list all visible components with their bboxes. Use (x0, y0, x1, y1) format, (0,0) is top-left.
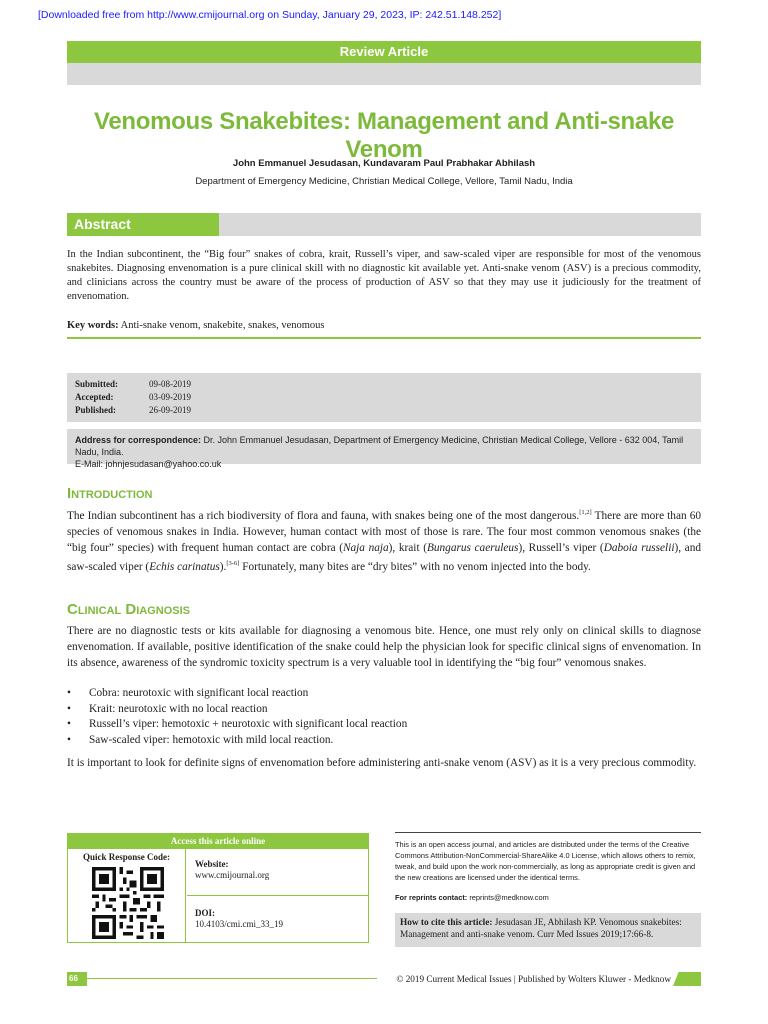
keywords-label: Key words: (67, 320, 119, 331)
doi-link[interactable]: 10.4103/cmi.cmi_33_19 (195, 919, 283, 929)
date-value: 26-09-2019 (149, 405, 191, 415)
date-label: Accepted: (75, 392, 114, 402)
download-note[interactable]: [Downloaded free from http://www.cmijournal.org on Sunday, January 29, 2023, IP: 242.51.148.252] (38, 9, 502, 21)
date-row-accepted (75, 391, 693, 404)
affiliation: Department of Emergency Medicine, Christian Medical College, Vellore, Tamil Nadu, India (195, 176, 573, 187)
page-footer (67, 972, 701, 986)
list-item: • Russell’s viper: hemotoxic + neurotoxic with significant local reaction (67, 717, 701, 733)
website-link[interactable]: www.cmijournal.org (195, 870, 270, 880)
date-label: Submitted: (75, 379, 119, 389)
abstract-text: In the Indian subcontinent, the “Big four” snakes of cobra, krait, Russell’s viper, and saw-scaled viper are responsible for most of the venomous snakebites. Diagnosing envenomation is a pure clinical skill with no diagnostic kit available yet. Anti-snake venom (ASV) is a precious commodity, and clinicians across the country must be aware of the process of production of ASV so that they may use it judiciously for the treatment of envenomation. (67, 249, 701, 302)
date-label: Published: (75, 405, 117, 415)
qr-label: Quick Response Code: (82, 852, 170, 862)
list-item: • Saw-scaled viper: hemotoxic with mild local reaction. (67, 733, 701, 749)
header-grey-bar (67, 63, 701, 85)
page-number: 66 (67, 972, 87, 986)
footer-copyright: © 2019 Current Medical Issues | Published by Wolters Kluwer - Medknow (396, 974, 671, 984)
access-heading: Access this article online (68, 834, 368, 849)
cite-label: How to cite this article: (400, 918, 493, 928)
snake-toxicity-list (67, 686, 701, 748)
cite-text: Jesudasan JE, Abhilash KP. Venomous snakebites: Management and anti-snake venom. Curr Med Issues 2019;17:66-8. (400, 918, 682, 940)
correspondence-email[interactable]: E-Mail: johnjesudasan@yahoo.co.uk (75, 459, 222, 469)
access-online-box (67, 833, 369, 943)
list-item: • Cobra: neurotoxic with significant local reaction (67, 686, 701, 702)
footer-rule (87, 978, 377, 979)
correspondence-address: Dr. John Emmanuel Jesudasan, Department of Emergency Medicine, Christian Medical College, Vellore - 632 004, Tamil Nadu, India. (75, 435, 684, 457)
reprints-contact (395, 893, 549, 902)
date-row-submitted (75, 378, 693, 391)
date-row-published (75, 404, 693, 417)
clinical-paragraph-2: It is important to look for definite signs of envenomation before administering anti-snake venom (ASV) as it is a very precious commodity. (67, 757, 697, 769)
citation-ref[interactable]: [3-6] (226, 559, 240, 567)
abstract-divider (67, 337, 701, 339)
reprints-label: For reprints contact: (395, 893, 468, 902)
keywords (67, 320, 701, 331)
section-heading-introduction: Introduction (67, 485, 153, 502)
keywords-value: Anti-snake venom, snakebite, snakes, venomous (120, 320, 325, 331)
correspondence-label: Address for correspondence: (75, 435, 202, 445)
date-value: 03-09-2019 (149, 392, 191, 402)
doi-cell (187, 896, 368, 943)
website-cell (187, 849, 368, 896)
dates-box (67, 373, 701, 422)
date-value: 09-08-2019 (149, 379, 191, 389)
section-heading-clinical-diagnosis: Clinical Diagnosis (67, 601, 191, 618)
website-label: Website: (195, 859, 229, 869)
license-statement: This is an open access journal, and articles are distributed under the terms of the Creative Commons Attribution-NonCommercial-ShareAlike 4.0 License, which allows others to remix, tweak, and build upon the work non-commercially, as long as appropriate credit is given and the new creations are licensed under the identical terms. (395, 832, 701, 883)
reprints-email[interactable]: reprints@medknow.com (469, 893, 549, 902)
qr-cell (68, 849, 186, 943)
correspondence-box (67, 429, 701, 469)
qr-code-icon[interactable] (92, 867, 164, 939)
abstract-heading-bar (219, 213, 701, 236)
citation-box (395, 913, 701, 947)
author-list: John Emmanuel Jesudasan, Kundavaram Paul Prabhakar Abhilash (232, 158, 536, 169)
article-title: Venomous Snakebites: Management and Anti-snake Venom (93, 108, 675, 163)
list-item: • Krait: neurotoxic with no local reaction (67, 702, 701, 718)
article-type-banner: Review Article (67, 41, 701, 63)
citation-ref[interactable]: [1,2] (579, 509, 592, 516)
abstract-heading: Abstract (67, 213, 219, 236)
doi-label: DOI: (195, 908, 215, 918)
clinical-paragraph-1: There are no diagnostic tests or kits available for diagnosing a venomous bite. Hence, one must rely only on clinical skills to diagnose envenomation. If available, positive identification of the snake could help the physician look for specific clinical signs of envenomation. In its absence, awareness of the syndromic toxicity spectrum is a very valuable tool in identifying the “big four” venomous snakes. (67, 625, 701, 669)
introduction-paragraph: The Indian subcontinent has a rich biodiversity of flora and fauna, with snakes being one of the most dangerous.[1,2] There are more than 60 species of venomous snakes in India. However, human contact with most of those is rare. The four most common venomous snakes (the “big four” species) with frequent human contact are cobra (Naja naja), krait (Bungarus caeruleus), Russell’s viper (Daboia russelii), and saw-scaled viper (Echis carinatus).[3-6] Fortunately, many bites are “dry bites” with no venom injected into the body. (67, 509, 701, 573)
